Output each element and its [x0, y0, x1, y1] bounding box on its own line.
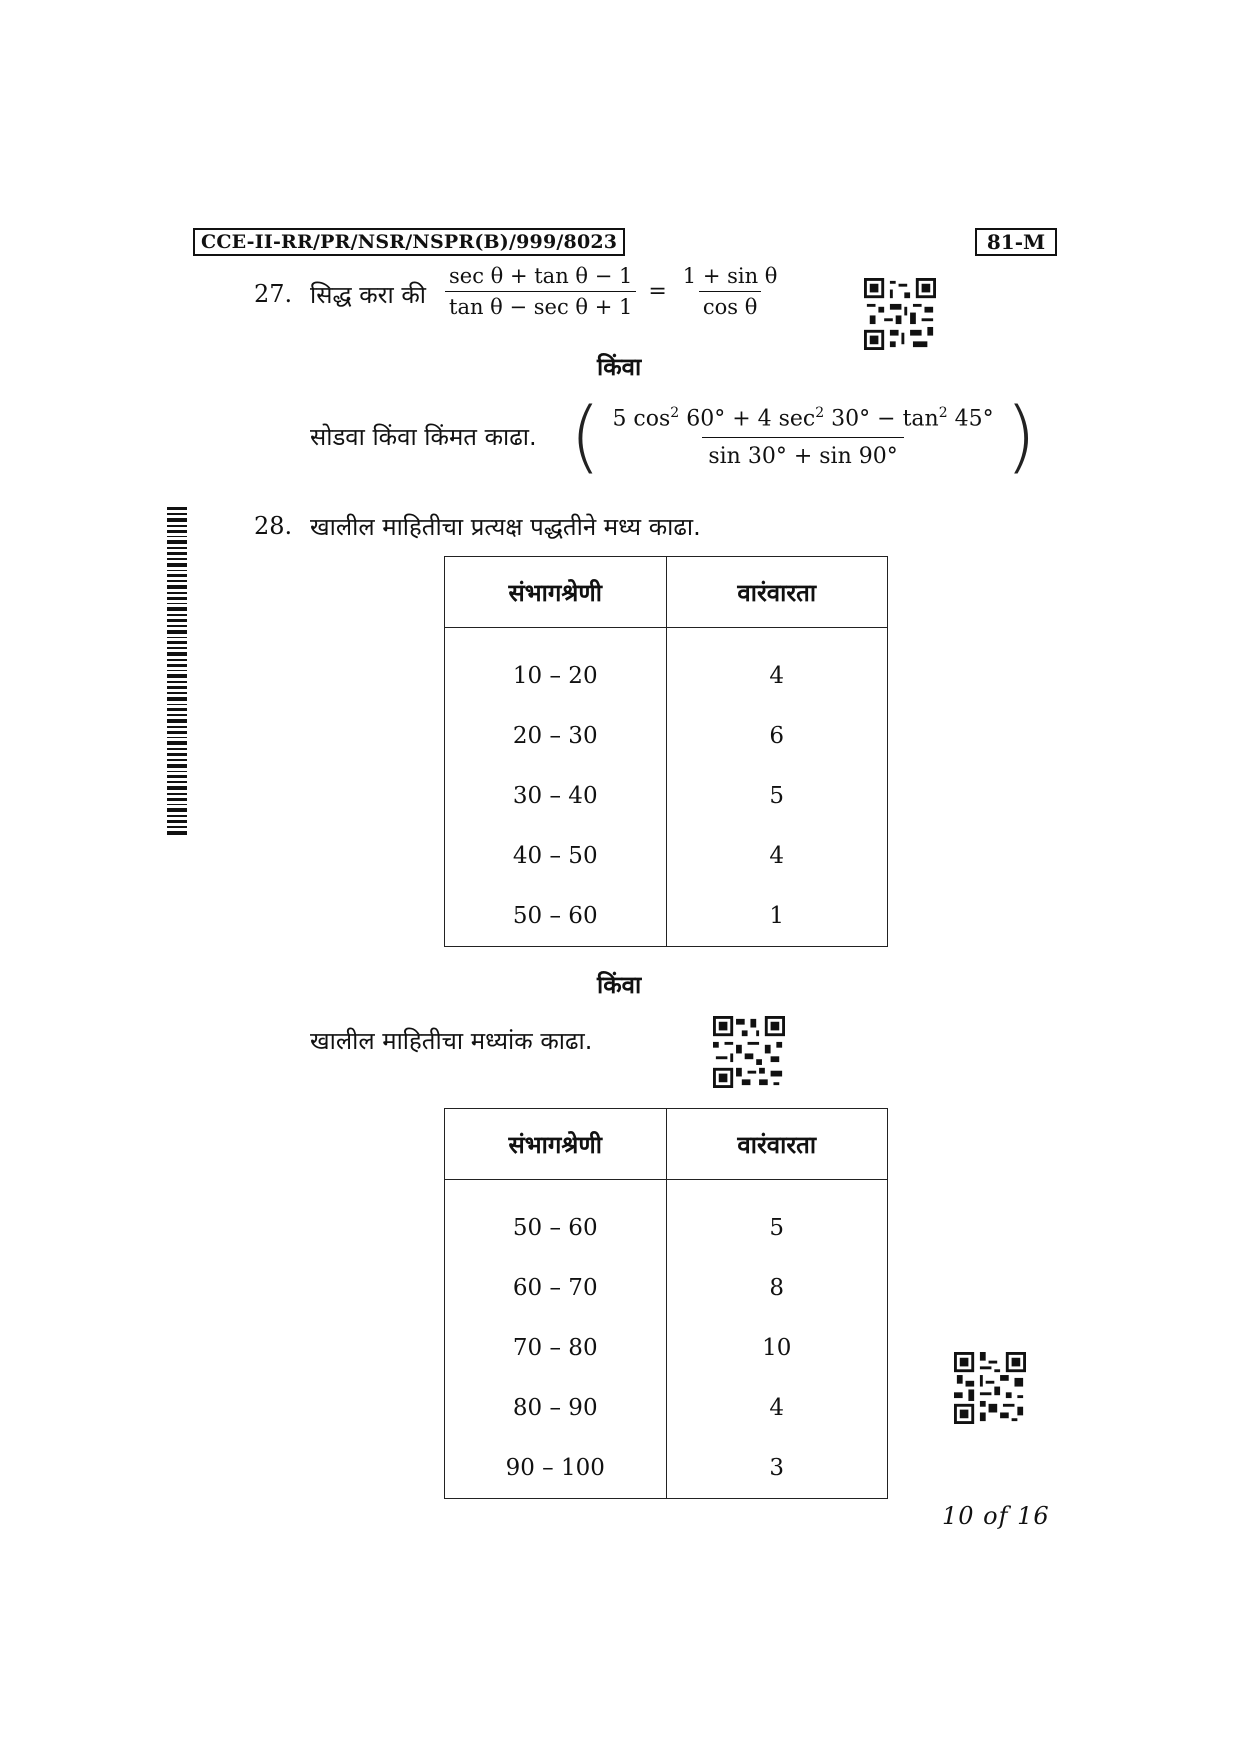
class-interval-cell: 90 – 100	[445, 1438, 667, 1499]
frequency-cell: 10	[666, 1318, 888, 1378]
class-interval-header: संभागश्रेणी	[445, 1109, 667, 1180]
table-header-row	[445, 557, 888, 628]
frequency-cell: 5	[666, 766, 888, 826]
table-row	[445, 1318, 888, 1378]
frequency-cell: 4	[666, 1378, 888, 1438]
class-interval-cell: 50 – 60	[445, 886, 667, 947]
class-interval-cell: 50 – 60	[445, 1198, 667, 1258]
frequency-cell: 3	[666, 1438, 888, 1499]
question-27-prompt: सिद्ध करा की	[310, 281, 426, 309]
or-label-1: किंवा	[597, 353, 642, 381]
qr-code-icon	[864, 278, 936, 350]
sec-term: 60° + 4 sec	[679, 406, 816, 432]
question-28-prompt: खालील माहितीचा प्रत्यक्ष पद्धतीने मध्य काढा.	[310, 513, 701, 541]
class-interval-cell: 10 – 20	[445, 646, 667, 706]
right-paren-icon: )	[1005, 392, 1037, 482]
class-interval-cell: 40 – 50	[445, 826, 667, 886]
power-sec: 2	[815, 405, 825, 422]
alt-question-28-prompt: खालील माहितीचा मध्यांक काढा.	[310, 1027, 593, 1055]
table-row	[445, 886, 888, 947]
equals-sign: =	[648, 279, 667, 304]
table-row	[445, 1198, 888, 1258]
table-row	[445, 706, 888, 766]
question-27-number: 27.	[254, 280, 293, 308]
class-interval-cell: 80 – 90	[445, 1378, 667, 1438]
tan-term: 30° − tan	[824, 406, 939, 432]
class-interval-header: संभागश्रेणी	[445, 557, 667, 628]
alt-question-27-prompt: सोडवा किंवा किंमत काढा.	[310, 423, 537, 451]
or-label-2: किंवा	[597, 971, 642, 999]
identity-equation	[445, 264, 781, 319]
class-interval-cell: 20 – 30	[445, 706, 667, 766]
table-row	[445, 766, 888, 826]
rhs-denominator: cos θ	[699, 291, 762, 319]
frequency-header: वारंवारता	[666, 1109, 888, 1180]
frequency-table-1	[444, 556, 888, 947]
lhs-fraction	[445, 264, 636, 319]
lhs-numerator: sec θ + tan θ − 1	[449, 264, 633, 288]
power-cos: 2	[670, 405, 680, 422]
paper-code-box: 81-M	[975, 228, 1057, 256]
tan-angle: 45°	[947, 406, 994, 432]
class-interval-cell: 70 – 80	[445, 1318, 667, 1378]
rhs-numerator: 1 + sin θ	[682, 264, 778, 288]
barcode-icon	[167, 507, 187, 837]
paper-series-code: CCE-II-RR/PR/NSR/NSPR(B)/999/8023	[193, 228, 625, 256]
class-interval-cell: 30 – 40	[445, 766, 667, 826]
frequency-cell: 4	[666, 826, 888, 886]
qr-code-icon	[713, 1016, 785, 1088]
trig-denominator: sin 30° + sin 90°	[702, 437, 903, 469]
frequency-header: वारंवारता	[666, 557, 888, 628]
class-interval-cell: 60 – 70	[445, 1258, 667, 1318]
table-row	[445, 1378, 888, 1438]
frequency-cell: 4	[666, 646, 888, 706]
left-paren-icon: (	[570, 392, 601, 482]
question-28-number: 28.	[254, 512, 293, 540]
power-tan: 2	[938, 405, 948, 422]
page-number: 10 of 16	[942, 1502, 1050, 1530]
table-row	[445, 826, 888, 886]
frequency-cell: 6	[666, 706, 888, 766]
qr-code-icon	[954, 1352, 1026, 1424]
frequency-table-2	[444, 1108, 888, 1499]
frequency-cell: 8	[666, 1258, 888, 1318]
table-header-row	[445, 1109, 888, 1180]
frequency-cell: 1	[666, 886, 888, 947]
table-row	[445, 1258, 888, 1318]
trig-fraction	[606, 405, 999, 468]
table-row	[445, 646, 888, 706]
cos-term: 5 cos	[612, 406, 671, 432]
trig-expression	[570, 392, 1037, 482]
lhs-denominator: tan θ − sec θ + 1	[445, 291, 636, 319]
table-row	[445, 1438, 888, 1499]
trig-numerator	[606, 405, 999, 436]
rhs-fraction	[679, 264, 782, 319]
frequency-cell: 5	[666, 1198, 888, 1258]
